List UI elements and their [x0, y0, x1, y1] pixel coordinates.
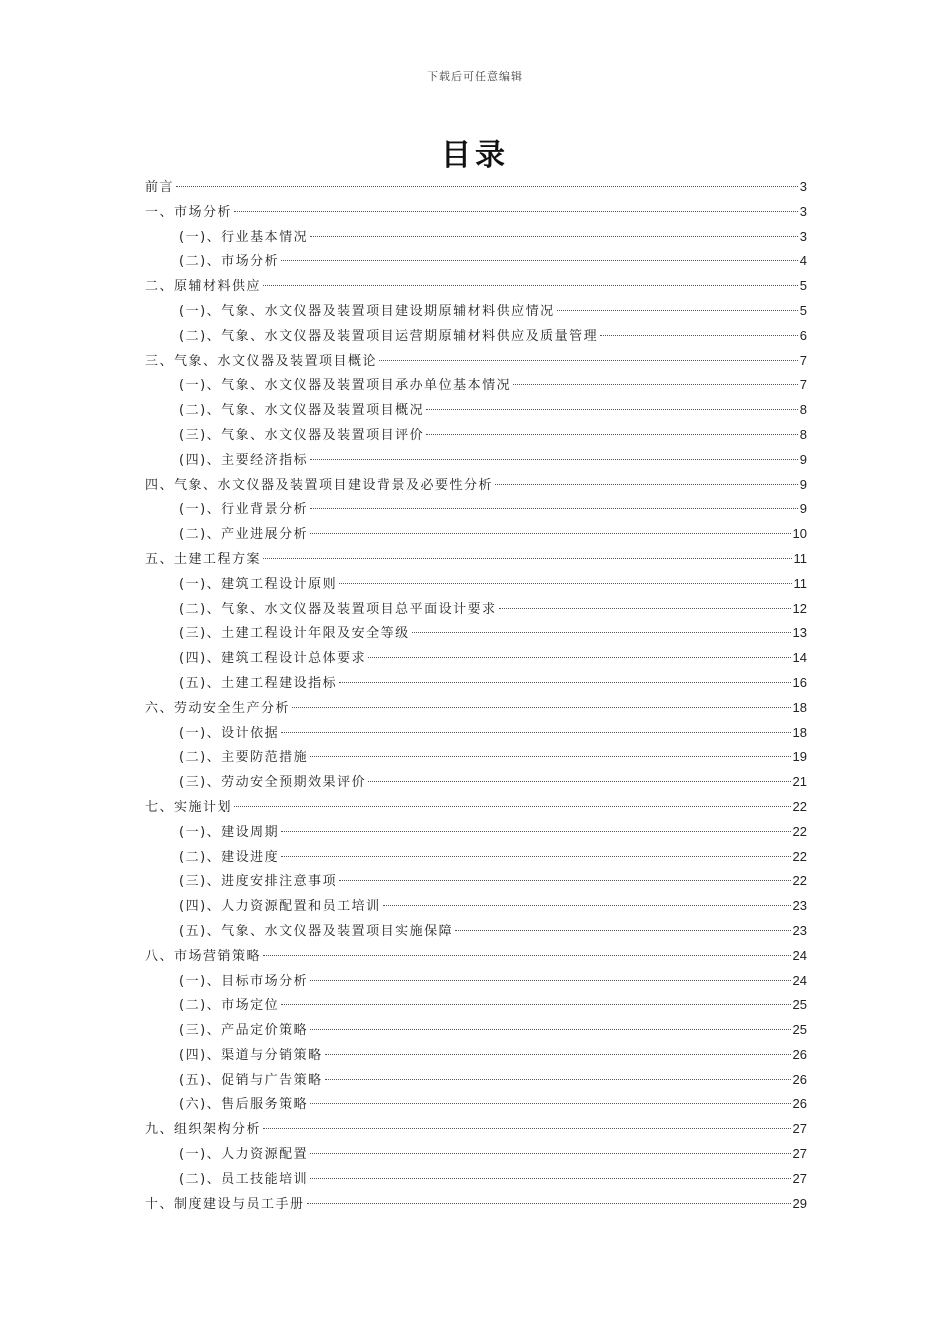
toc-chapter-entry[interactable]	[145, 175, 807, 200]
toc-entry-page-number: 11	[793, 575, 807, 591]
toc-section-entry[interactable]	[145, 1142, 807, 1167]
toc-section-entry[interactable]	[145, 1167, 807, 1192]
toc-entry-label: (二)、建设进度	[179, 849, 280, 865]
toc-dot-leader	[234, 211, 798, 212]
toc-dot-leader	[499, 608, 791, 609]
toc-chapter-entry[interactable]	[145, 696, 807, 721]
toc-dot-leader	[310, 508, 798, 509]
toc-entry-page-number: 23	[792, 898, 807, 914]
toc-entry-label: (二)、市场定位	[179, 998, 280, 1014]
toc-entry-page-number: 5	[799, 278, 807, 294]
toc-entry-label: (一)、建设周期	[179, 824, 280, 840]
toc-chapter-entry[interactable]	[145, 349, 807, 374]
toc-dot-leader	[495, 484, 798, 485]
toc-entry-page-number: 5	[799, 302, 807, 318]
toc-section-entry[interactable]	[145, 621, 807, 646]
toc-section-entry[interactable]	[145, 522, 807, 547]
toc-section-entry[interactable]	[145, 249, 807, 274]
toc-entry-label: (二)、主要防范措施	[179, 750, 309, 766]
toc-dot-leader	[426, 409, 798, 410]
toc-entry-label: 前言	[145, 180, 175, 195]
toc-entry-page-number: 7	[799, 352, 807, 368]
toc-entry-page-number: 22	[792, 823, 807, 839]
toc-section-entry[interactable]	[145, 721, 807, 746]
toc-entry-page-number: 27	[792, 1121, 807, 1137]
toc-dot-leader	[379, 360, 798, 361]
toc-section-entry[interactable]	[145, 373, 807, 398]
toc-entry-label: (二)、员工技能培训	[179, 1171, 309, 1187]
toc-entry-page-number: 24	[792, 947, 807, 963]
toc-chapter-entry[interactable]	[145, 1117, 807, 1142]
toc-entry-page-number: 6	[799, 327, 807, 343]
toc-dot-leader	[368, 781, 790, 782]
toc-entry-page-number: 9	[799, 451, 807, 467]
toc-entry-label: 六、劳动安全生产分析	[145, 700, 291, 716]
toc-entry-page-number: 7	[799, 377, 807, 393]
toc-dot-leader	[339, 583, 791, 584]
toc-entry-label: (二)、产业进展分析	[179, 527, 309, 543]
toc-dot-leader	[513, 384, 798, 385]
toc-entry-label: 二、原辅材料供应	[145, 279, 262, 295]
toc-section-entry[interactable]	[145, 770, 807, 795]
toc-entry-page-number: 27	[792, 1170, 807, 1186]
toc-entry-page-number: 9	[799, 476, 807, 492]
toc-entry-label: (五)、促销与广告策略	[179, 1072, 323, 1088]
toc-entry-label: (一)、气象、水文仪器及装置项目承办单位基本情况	[179, 378, 512, 394]
toc-section-entry[interactable]	[145, 1068, 807, 1093]
toc-entry-label: 一、市场分析	[145, 204, 233, 220]
toc-entry-label: (二)、气象、水文仪器及装置项目总平面设计要求	[179, 601, 497, 617]
toc-entry-label: 四、气象、水文仪器及装置项目建设背景及必要性分析	[145, 477, 494, 493]
toc-dot-leader	[234, 806, 791, 807]
toc-section-entry[interactable]	[145, 646, 807, 671]
toc-section-entry[interactable]	[145, 324, 807, 349]
toc-dot-leader	[310, 1153, 790, 1154]
toc-section-entry[interactable]	[145, 993, 807, 1018]
toc-entry-label: (三)、产品定价策略	[179, 1023, 309, 1039]
toc-entry-page-number: 8	[799, 402, 807, 418]
toc-entry-label: 八、市场营销策略	[145, 948, 262, 964]
toc-dot-leader	[310, 236, 798, 237]
toc-entry-label: (一)、气象、水文仪器及装置项目建设期原辅材料供应情况	[179, 303, 555, 319]
table-of-contents	[145, 175, 807, 1216]
toc-entry-label: 七、实施计划	[145, 799, 233, 815]
toc-entry-label: (二)、气象、水文仪器及装置项目概况	[179, 403, 425, 419]
toc-section-entry[interactable]	[145, 398, 807, 423]
toc-entry-page-number: 19	[792, 749, 807, 765]
toc-entry-page-number: 11	[793, 550, 807, 566]
toc-entry-page-number: 26	[792, 1071, 807, 1087]
toc-dot-leader	[292, 707, 791, 708]
toc-entry-label: (四)、建筑工程设计总体要求	[179, 651, 367, 667]
toc-entry-label: (三)、进度安排注意事项	[179, 874, 338, 890]
toc-entry-page-number: 13	[792, 625, 807, 641]
toc-entry-label: (五)、土建工程建设指标	[179, 675, 338, 691]
toc-entry-page-number: 22	[792, 848, 807, 864]
toc-entry-label: (一)、人力资源配置	[179, 1147, 309, 1163]
toc-section-entry[interactable]	[145, 969, 807, 994]
toc-chapter-entry[interactable]	[145, 547, 807, 572]
toc-entry-page-number: 23	[792, 922, 807, 938]
toc-section-entry[interactable]	[145, 1043, 807, 1068]
toc-entry-label: 十、制度建设与员工手册	[145, 1196, 305, 1212]
toc-dot-leader	[310, 459, 798, 460]
toc-section-entry[interactable]	[145, 423, 807, 448]
toc-dot-leader	[281, 260, 798, 261]
toc-entry-page-number: 29	[792, 1195, 807, 1211]
toc-dot-leader	[368, 657, 790, 658]
toc-dot-leader	[426, 434, 798, 435]
toc-entry-label: 五、土建工程方案	[145, 551, 262, 567]
toc-entry-label: (六)、售后服务策略	[179, 1097, 309, 1113]
toc-chapter-entry[interactable]	[145, 200, 807, 225]
toc-section-entry[interactable]	[145, 845, 807, 870]
toc-dot-leader	[263, 1128, 791, 1129]
page-header-note: 下载后可任意编辑	[427, 70, 523, 83]
toc-entry-page-number: 27	[792, 1146, 807, 1162]
toc-section-entry[interactable]	[145, 820, 807, 845]
toc-dot-leader	[310, 756, 790, 757]
toc-entry-label: (四)、人力资源配置和员工培训	[179, 899, 381, 915]
toc-dot-leader	[310, 1103, 790, 1104]
toc-dot-leader	[310, 1178, 790, 1179]
toc-entry-label: (一)、建筑工程设计原则	[179, 576, 338, 592]
toc-entry-label: (一)、目标市场分析	[179, 973, 309, 989]
toc-entry-page-number: 16	[792, 674, 807, 690]
toc-dot-leader	[557, 310, 798, 311]
toc-section-entry[interactable]	[145, 745, 807, 770]
toc-section-entry[interactable]	[145, 919, 807, 944]
toc-dot-leader	[325, 1054, 791, 1055]
toc-dot-leader	[412, 632, 791, 633]
toc-entry-label: (四)、主要经济指标	[179, 452, 309, 468]
toc-entry-label: (一)、行业基本情况	[179, 229, 309, 245]
toc-entry-label: (三)、气象、水文仪器及装置项目评价	[179, 427, 425, 443]
toc-entry-page-number: 3	[799, 203, 807, 219]
toc-dot-leader	[263, 955, 791, 956]
toc-entry-page-number: 26	[792, 1046, 807, 1062]
toc-dot-leader	[310, 1029, 790, 1030]
toc-section-entry[interactable]	[145, 894, 807, 919]
toc-section-entry[interactable]	[145, 597, 807, 622]
toc-entry-label: (三)、劳动安全预期效果评价	[179, 775, 367, 791]
toc-section-entry[interactable]	[145, 671, 807, 696]
toc-chapter-entry[interactable]	[145, 795, 807, 820]
toc-dot-leader	[281, 1004, 790, 1005]
toc-entry-page-number: 21	[792, 774, 807, 790]
toc-dot-leader	[281, 856, 790, 857]
toc-entry-label: (五)、气象、水文仪器及装置项目实施保障	[179, 923, 454, 939]
toc-dot-leader	[600, 335, 798, 336]
toc-section-entry[interactable]	[145, 1018, 807, 1043]
toc-section-entry[interactable]	[145, 497, 807, 522]
toc-dot-leader	[176, 186, 798, 187]
toc-section-entry[interactable]	[145, 448, 807, 473]
toc-dot-leader	[310, 533, 790, 534]
toc-dot-leader	[339, 880, 790, 881]
toc-chapter-entry[interactable]	[145, 473, 807, 498]
toc-entry-page-number: 25	[792, 1022, 807, 1038]
toc-dot-leader	[307, 1203, 791, 1204]
toc-entry-page-number: 18	[792, 724, 807, 740]
toc-entry-page-number: 22	[792, 873, 807, 889]
toc-entry-page-number: 4	[799, 253, 807, 269]
toc-section-entry[interactable]	[145, 1092, 807, 1117]
toc-dot-leader	[263, 285, 798, 286]
toc-entry-page-number: 26	[792, 1096, 807, 1112]
toc-entry-label: 三、气象、水文仪器及装置项目概论	[145, 353, 378, 369]
toc-section-entry[interactable]	[145, 299, 807, 324]
toc-section-entry[interactable]	[145, 869, 807, 894]
toc-entry-label: 九、组织架构分析	[145, 1122, 262, 1138]
toc-dot-leader	[281, 831, 790, 832]
toc-chapter-entry[interactable]	[145, 944, 807, 969]
toc-entry-page-number: 8	[799, 426, 807, 442]
toc-entry-page-number: 3	[799, 179, 807, 194]
toc-entry-label: (三)、土建工程设计年限及安全等级	[179, 626, 410, 642]
toc-entry-page-number: 12	[792, 600, 807, 616]
toc-dot-leader	[310, 980, 790, 981]
toc-entry-label: (二)、市场分析	[179, 254, 280, 270]
toc-entry-label: (四)、渠道与分销策略	[179, 1047, 323, 1063]
toc-dot-leader	[281, 732, 790, 733]
toc-entry-label: (一)、设计依据	[179, 725, 280, 741]
toc-entry-page-number: 3	[799, 228, 807, 244]
toc-dot-leader	[383, 905, 791, 906]
toc-chapter-entry[interactable]	[145, 1192, 807, 1217]
toc-dot-leader	[339, 682, 790, 683]
toc-dot-leader	[263, 558, 791, 559]
toc-entry-page-number: 9	[799, 501, 807, 517]
toc-entry-page-number: 25	[792, 997, 807, 1013]
toc-dot-leader	[455, 930, 790, 931]
toc-chapter-entry[interactable]	[145, 274, 807, 299]
toc-entry-page-number: 18	[792, 699, 807, 715]
toc-dot-leader	[325, 1079, 791, 1080]
toc-entry-page-number: 24	[792, 972, 807, 988]
toc-entry-page-number: 14	[792, 650, 807, 666]
toc-entry-label: (二)、气象、水文仪器及装置项目运营期原辅材料供应及质量管理	[179, 328, 599, 344]
toc-section-entry[interactable]	[145, 572, 807, 597]
toc-entry-page-number: 10	[792, 526, 807, 542]
toc-entry-page-number: 22	[792, 798, 807, 814]
toc-title: 目录	[441, 138, 509, 173]
toc-entry-label: (一)、行业背景分析	[179, 502, 309, 518]
toc-section-entry[interactable]	[145, 225, 807, 250]
